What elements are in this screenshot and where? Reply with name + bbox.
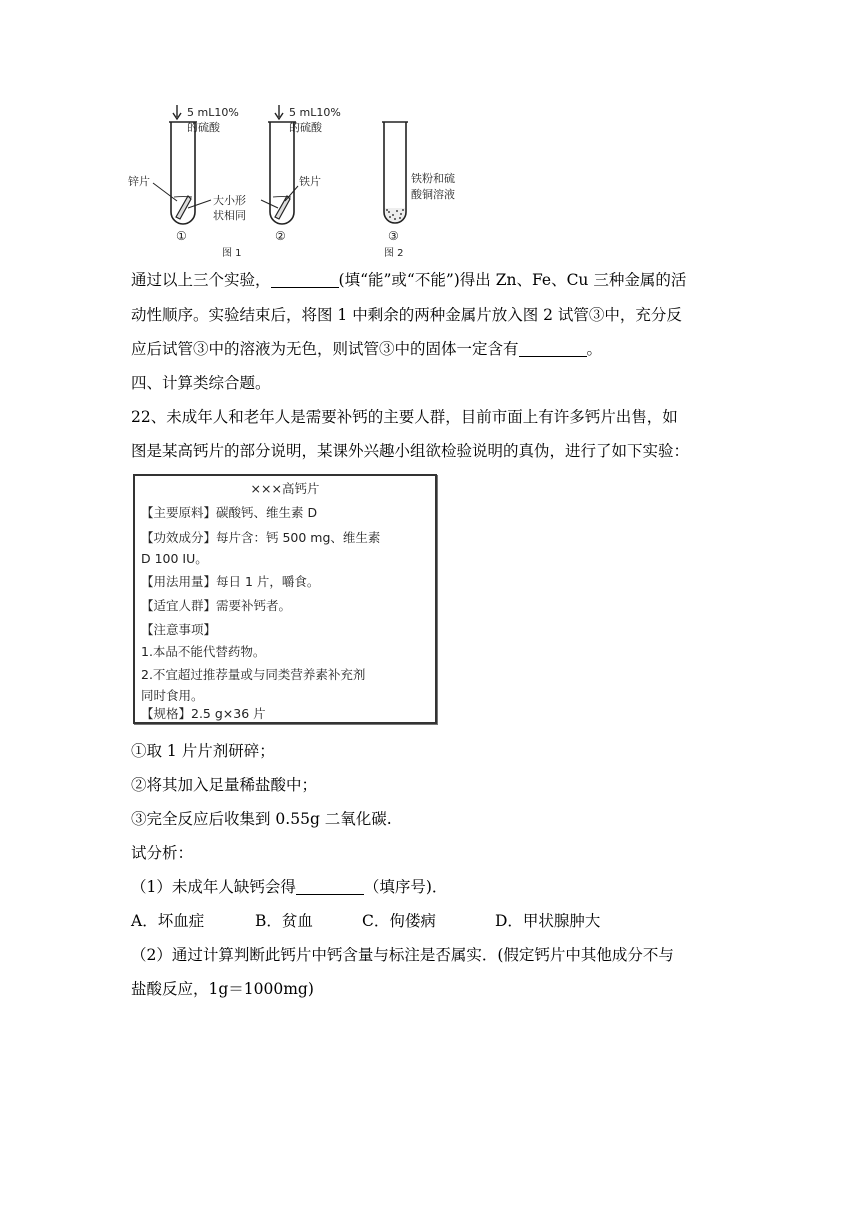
label-note-2-line1: 2.不宜超过推荐量或与同类营养素补充剂 bbox=[141, 667, 366, 682]
label-notes-title: 【注意事项】 bbox=[141, 622, 217, 637]
label-note-2-line2: 同时食用。 bbox=[141, 688, 204, 703]
tube1-reagent-line1: 5 mL10% bbox=[187, 106, 239, 119]
label-target: 【适宜人群】需要补钙者。 bbox=[141, 598, 292, 613]
option-c: C．佝偻病 bbox=[362, 912, 436, 930]
step-2: ②将其加入足量稀盐酸中； bbox=[131, 776, 318, 794]
sub-question-2-line-1: （2）通过计算判断此钙片中钙含量与标注是否属实．(假定钙片中其他成分不与 bbox=[131, 946, 674, 964]
p3-text-a: 应后试管③中的溶液为无色，则试管③中的固体一定含有 bbox=[131, 340, 519, 358]
tube3-label-line2: 酸铜溶液 bbox=[411, 188, 455, 201]
answer-blank-2 bbox=[519, 341, 587, 358]
option-a: A．坏血症 bbox=[131, 912, 205, 930]
sub-question-1 bbox=[131, 876, 447, 898]
tube2-side-label: 铁片 bbox=[299, 175, 321, 188]
fig2-caption: 图 2 bbox=[384, 248, 404, 259]
sub-question-2-line-2: 盐酸反应，1g＝1000mg) bbox=[131, 980, 314, 998]
test-tube-diagram bbox=[118, 100, 478, 260]
paragraph-line-2: 动性顺序。实验结束后，将图 1 中剩余的两种金属片放入图 2 试管③中，充分反 bbox=[131, 306, 682, 324]
tube2-number: ② bbox=[275, 229, 286, 243]
sub1-text-b: （填序号)． bbox=[363, 878, 448, 896]
analysis-heading: 试分析： bbox=[131, 844, 194, 862]
answer-blank-1 bbox=[271, 272, 339, 289]
label-title: ×××高钙片 bbox=[250, 481, 320, 496]
question-22-line-2: 图是某高钙片的部分说明，某课外兴趣小组欲检验说明的真伪，进行了如下实验： bbox=[131, 442, 690, 460]
tube-3 bbox=[382, 122, 408, 223]
tube2-reagent-line1: 5 mL10% bbox=[289, 106, 341, 119]
test-tube-figure bbox=[118, 100, 478, 260]
label-usage: 【用法用量】每日 1 片，嚼食。 bbox=[141, 574, 320, 589]
middle-label-line1: 大小形 bbox=[213, 194, 246, 207]
answer-blank-3 bbox=[296, 879, 364, 896]
tube3-number: ③ bbox=[388, 229, 399, 243]
option-d: D．甲状腺肿大 bbox=[495, 912, 601, 930]
question-22-line-1: 22、未成年人和老年人是需要补钙的主要人群，目前市面上有许多钙片出售，如 bbox=[131, 408, 678, 426]
fig1-caption: 图 1 bbox=[222, 248, 242, 259]
tube1-reagent-line2: 的硫酸 bbox=[187, 121, 220, 134]
tube1-number: ① bbox=[176, 229, 187, 243]
label-effect-line2: D 100 IU。 bbox=[141, 551, 208, 566]
tube1-side-label: 锌片 bbox=[128, 175, 150, 188]
option-b: B．贫血 bbox=[255, 912, 313, 930]
tube2-reagent-line2: 的硫酸 bbox=[289, 121, 322, 134]
sub1-text-a: （1）未成年人缺钙会得 bbox=[131, 878, 296, 896]
paragraph-line-1 bbox=[131, 269, 686, 291]
paragraph-line-3 bbox=[131, 338, 602, 360]
label-effect-line1: 【功效成分】每片含：钙 500 mg、维生素 bbox=[141, 530, 381, 545]
options-row bbox=[131, 910, 600, 932]
step-3: ③完全反应后收集到 0.55g 二氧化碳. bbox=[131, 810, 392, 828]
p3-text-b: 。 bbox=[586, 340, 603, 358]
product-label bbox=[133, 474, 437, 724]
p1-text-a: 通过以上三个实验， bbox=[131, 271, 271, 289]
p1-text-b: (填“能”或“不能”)得出 Zn、Fe、Cu 三种金属的活 bbox=[338, 271, 687, 289]
section-heading: 四、计算类综合题。 bbox=[131, 374, 271, 392]
middle-label-line2: 状相同 bbox=[213, 209, 246, 222]
label-spec: 【规格】2.5 g×36 片 bbox=[141, 706, 266, 721]
label-note-1: 1.本品不能代替药物。 bbox=[141, 644, 266, 659]
tube3-label-line1: 铁粉和硫 bbox=[411, 172, 455, 185]
step-1: ①取 1 片片剂研碎； bbox=[131, 742, 275, 760]
label-ingredients: 【主要原料】碳酸钙、维生素 D bbox=[141, 505, 318, 520]
